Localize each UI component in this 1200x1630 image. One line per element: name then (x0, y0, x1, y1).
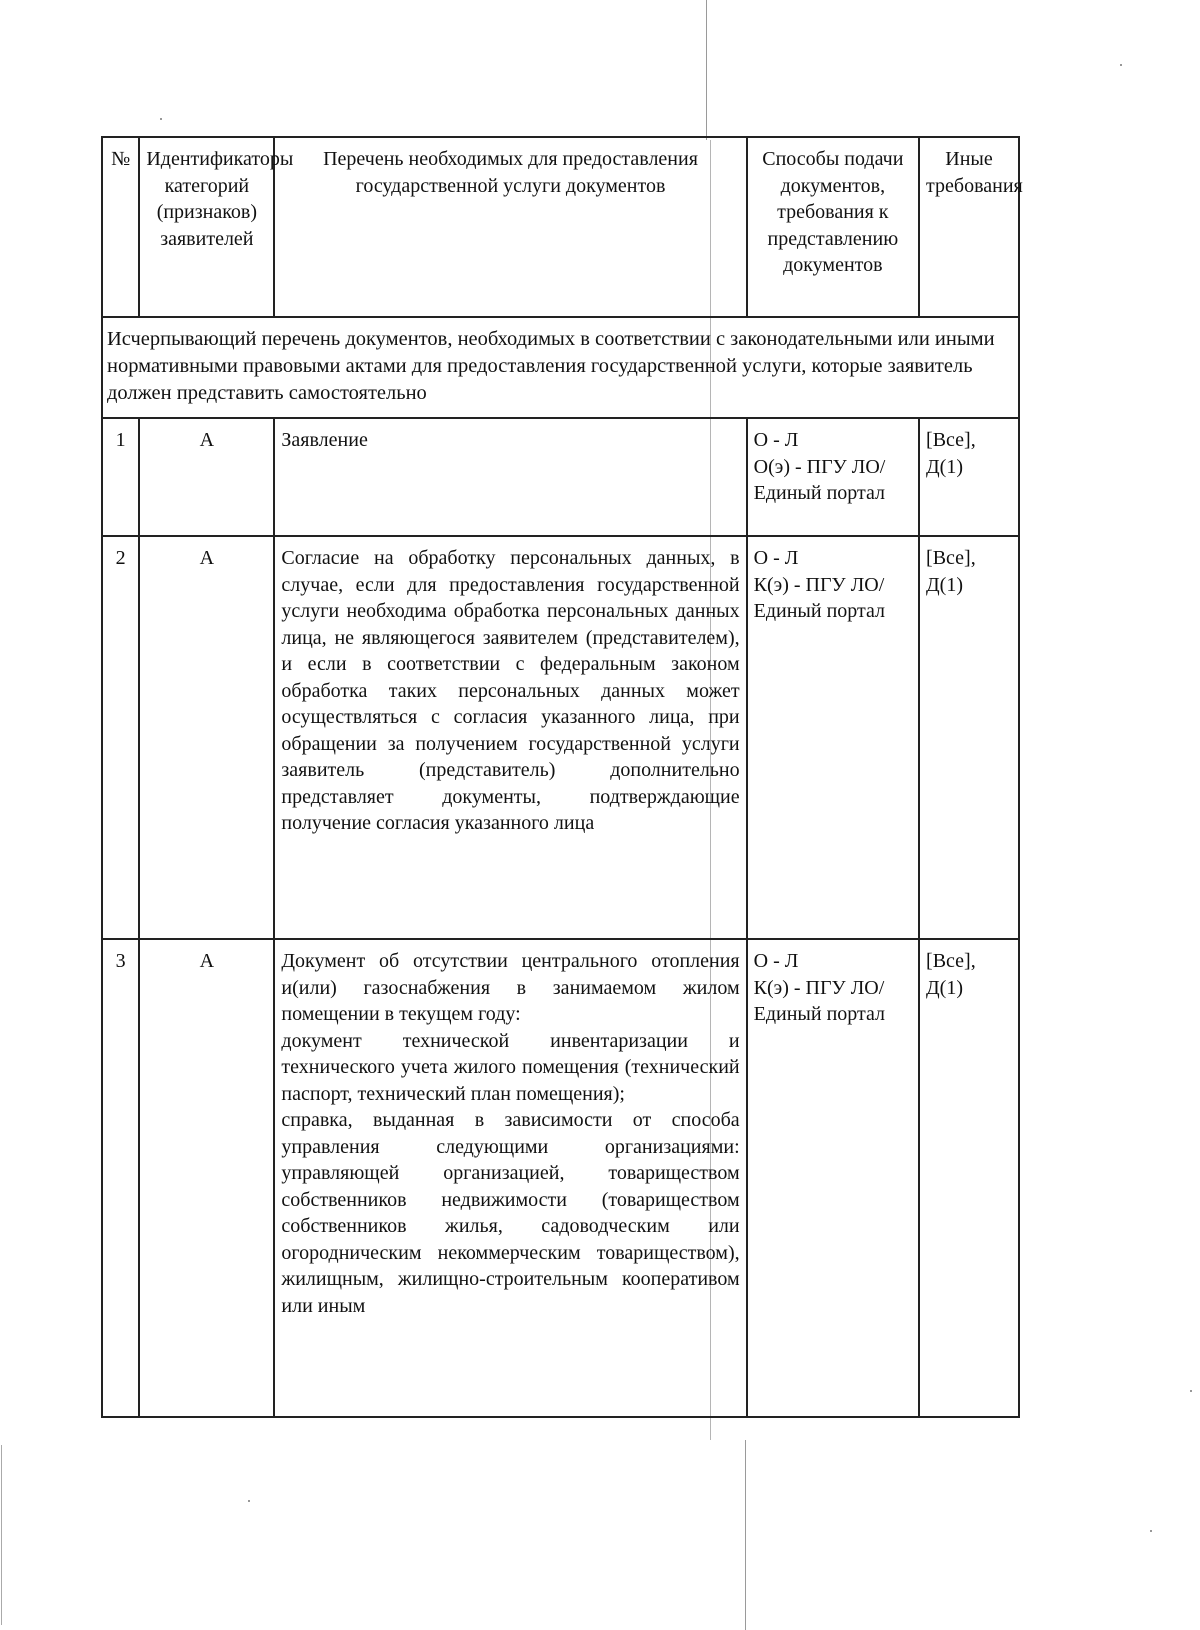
section-row (102, 317, 1019, 418)
header-number: № (102, 137, 139, 317)
row-document: Согласие на обработку персональных данных, в случае, если для предоставления государственной услуги необходима обработка персональных данных лица, не являющегося заявителем (представителем), и если в соответствии с федеральным законом обработка таких персональных данных может осуществляться с согласия указанного лица, при обращении за получением государственной услуги заявитель (представитель) дополнительно представляет документы, подтверждающие получение согласия указанного лица (274, 536, 746, 939)
header-documents-list: Перечень необходимых для предоставления государственной услуги документов (274, 137, 746, 317)
scan-speck (1190, 1390, 1192, 1392)
row-number: 2 (102, 536, 139, 939)
scan-speck (160, 118, 162, 120)
row-submission-methods: О - Л К(э) - ПГУ ЛО/Единый портал (747, 536, 919, 939)
row-other-requirements: [Все], Д(1) (919, 418, 1019, 536)
header-submission-methods: Способы подачи документов, требования к представлению документов (747, 137, 919, 317)
table-row (102, 939, 1019, 1417)
header-applicant-ids: Идентификаторы категорий (признаков) заявителей (139, 137, 274, 317)
scan-speck (1120, 64, 1122, 66)
header-other-requirements: Иные требования (919, 137, 1019, 317)
row-applicant-id: А (139, 536, 274, 939)
scan-artifact-line (745, 1440, 746, 1630)
row-document: Документ об отсутствии центрального отопления и(или) газоснабжения в занимаемом жилом помещении в текущем году: документ технической инвентаризации и технического учета жилого помещения (технический паспорт, технический план помещения); справка, выданная в зависимости от способа управления следующими организациями: управляющей организацией, товариществом собственников недвижимости (товариществом собственников жилья, садоводческим или огородническим некоммерческим товариществом), жилищным, жилищно-строительным кооперативом или иным (274, 939, 746, 1417)
scan-artifact-line (1, 1445, 2, 1625)
row-document: Заявление (274, 418, 746, 536)
table-row (102, 418, 1019, 536)
section-title: Исчерпывающий перечень документов, необходимых в соответствии с законодательными или иными нормативными правовыми актами для предоставления государственной услуги, которые заявитель должен представить самостоятельно (102, 317, 1019, 418)
row-applicant-id: А (139, 939, 274, 1417)
scan-artifact-line (706, 0, 707, 140)
row-applicant-id: А (139, 418, 274, 536)
row-submission-methods: О - Л К(э) - ПГУ ЛО/Единый портал (747, 939, 919, 1417)
row-submission-methods: О - Л О(э) - ПГУ ЛО/Единый портал (747, 418, 919, 536)
scan-speck (248, 1500, 250, 1502)
scan-speck (1150, 1530, 1152, 1532)
row-number: 3 (102, 939, 139, 1417)
table-row (102, 536, 1019, 939)
documents-table (101, 136, 1023, 1418)
row-number: 1 (102, 418, 139, 536)
row-other-requirements: [Все], Д(1) (919, 939, 1019, 1417)
table-header-row (102, 137, 1019, 317)
row-other-requirements: [Все], Д(1) (919, 536, 1019, 939)
